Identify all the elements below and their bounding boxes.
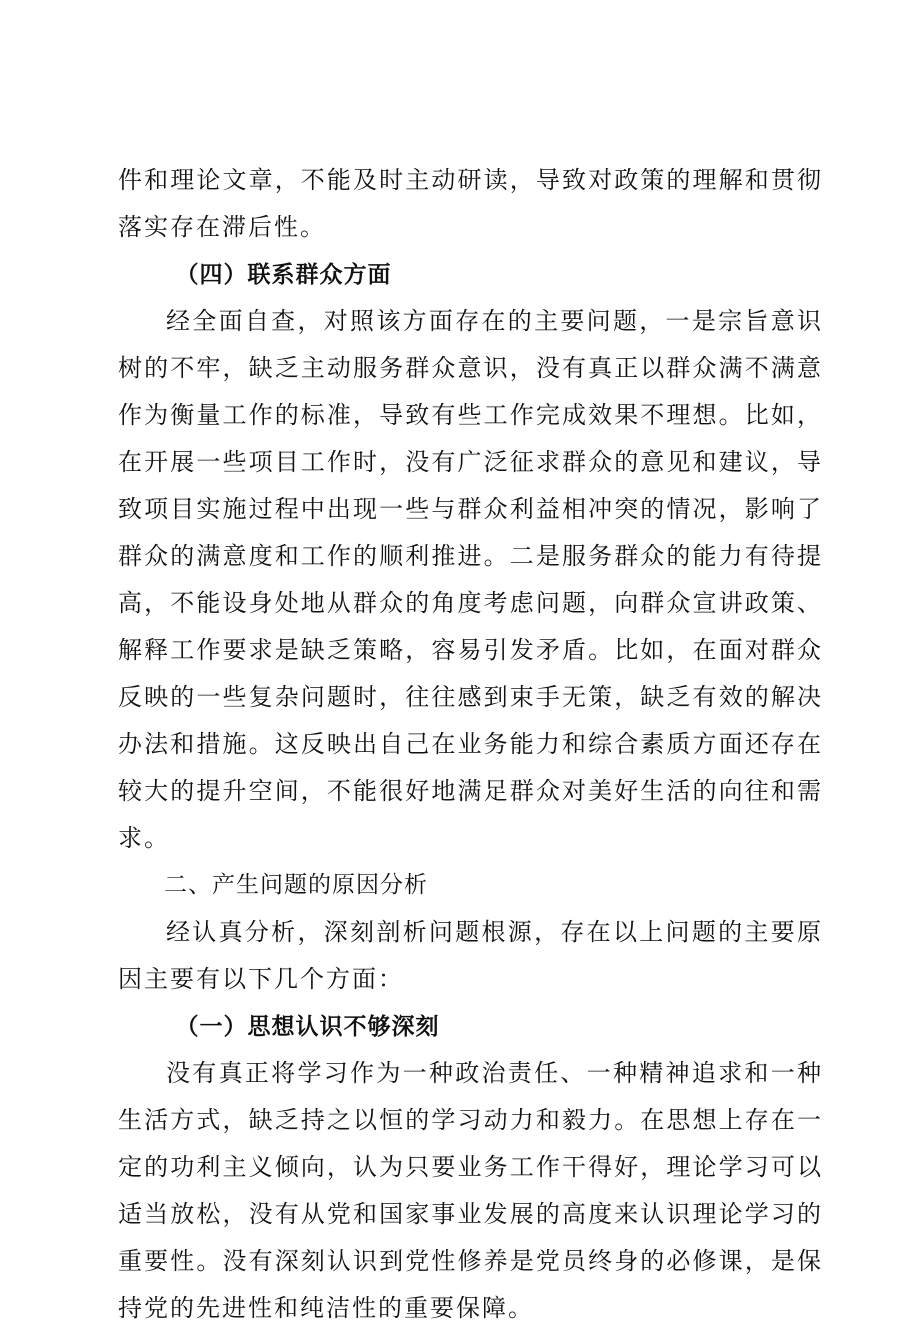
section-heading-ideological-understanding: （一）思想认识不够深刻 <box>175 1013 440 1040</box>
paragraph-cause-intro: 经认真分析，深刻剖析问题根源，存在以上问题的主要原因主要有以下几个方面： <box>118 918 823 993</box>
document-body <box>118 157 823 1332</box>
paragraph-ideological-understanding: 没有真正将学习作为一种政治责任、一种精神追求和一种生活方式，缺乏持之以恒的学习动力和毅力。在思想上存在一定的功利主义倾向，认为只要业务工作干得好，理论学习可以适当放松，没有从党和国家事业发展的高度来认识理论学习的重要性。没有深刻认识到党性修养是党员终身的必修课，是保持党的先进性和纯洁性的重要保障。 <box>118 1059 823 1322</box>
paragraph-continuation: 件和理论文章，不能及时主动研读，导致对政策的理解和贯彻落实存在滞后性。 <box>118 166 823 241</box>
chapter-heading-cause-analysis: 二、产生问题的原因分析 <box>164 872 428 898</box>
paragraph-contact-masses: 经全面自查，对照该方面存在的主要问题，一是宗旨意识树的不牢，缺乏主动服务群众意识，没有真正以群众满不满意作为衡量工作的标准，导致有些工作完成效果不理想。比如，在开展一些项目工作时，没有广泛征求群众的意见和建议，导致项目实施过程中出现一些与群众利益相冲突的情况，影响了群众的满意度和工作的顺利推进。二是服务群众的能力有待提高，不能设身处地从群众的角度考虑问题，向群众宣讲政策、解释工作要求是缺乏策略，容易引发矛盾。比如，在面对群众反映的一些复杂问题时，往往感到束手无策，缺乏有效的解决办法和措施。这反映出自己在业务能力和综合素质方面还存在较大的提升空间，不能很好地满足群众对美好生活的向往和需求。 <box>118 307 823 852</box>
section-heading-contact-masses: （四）联系群众方面 <box>175 261 392 288</box>
